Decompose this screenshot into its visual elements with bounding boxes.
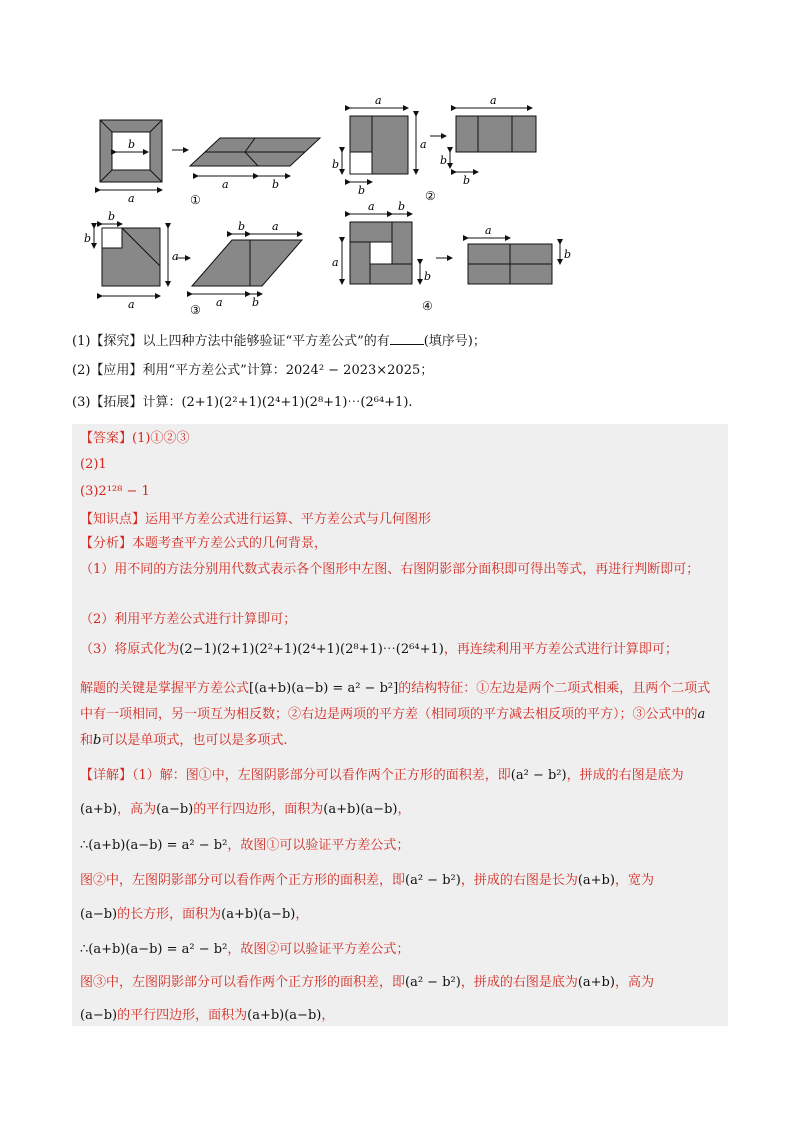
- fig2-square: [332, 94, 427, 197]
- svg-text:a: a: [222, 178, 229, 191]
- knowledge-point: 【知识点】运用平方差公式进行运算、平方差公式与几何图形: [80, 512, 432, 527]
- analysis-head: 【分析】本题考查平方差公式的几何背景，: [80, 536, 328, 551]
- answer-line-1: 【答案】(1)①②③: [80, 431, 190, 446]
- detail-3: 图③中，左图阴影部分可以看作两个正方形的面积差，即(a² − b²)，拼成的右图是底为(a+b)，高为: [80, 975, 654, 990]
- svg-text:b: b: [128, 138, 136, 151]
- fig2-rectangle: [425, 94, 536, 203]
- detail-2: 图②中，左图阴影部分可以看作两个正方形的面积差，即(a² − b²)，拼成的右图是长为(a+b)，宽为: [80, 873, 654, 888]
- svg-text:③: ③: [190, 303, 201, 317]
- svg-text:a: a: [272, 220, 279, 233]
- analysis-2: （2）利用平方差公式进行计算即可；: [80, 612, 297, 627]
- svg-text:a: a: [420, 138, 427, 151]
- detail-2b: (a−b)的长方形，面积为(a+b)(a−b)，: [80, 907, 309, 922]
- svg-text:b: b: [463, 174, 471, 187]
- svg-text:b: b: [108, 210, 116, 223]
- question-1: (1)【探究】以上四种方法中能够验证“平方差公式”的有 (填序号)；: [72, 334, 486, 349]
- svg-text:④: ④: [422, 299, 433, 313]
- answer-line-3: (3)2¹²⁸ − 1: [80, 484, 150, 499]
- therefore-1: ∴(a+b)(a−b) = a² − b²，故图①可以验证平方差公式；: [80, 838, 410, 853]
- svg-text:b: b: [440, 154, 448, 167]
- analysis-1: （1）用不同的方法分别用代数式表示各个图形中左图、右图阴影部分面积即可得出等式，再进行判断即可；: [80, 562, 700, 577]
- svg-text:b: b: [358, 184, 366, 197]
- key-point: 解题的关键是掌握平方差公式[(a+b)(a−b) = a² − b²]的结构特征：①左边是两个二项式相乘，且两个二项式中有一项相同，另一项互为相反数；②右边是两项的平方差（相同项的平方减去相反项的平方）；③公式中的a和b可以是单项式，也可以是多项式.: [80, 681, 711, 748]
- svg-text:b: b: [564, 248, 572, 261]
- svg-text:b: b: [84, 232, 92, 245]
- therefore-2: ∴(a+b)(a−b) = a² − b²，故图②可以验证平方差公式；: [80, 942, 410, 957]
- svg-text:②: ②: [425, 189, 436, 203]
- svg-text:b: b: [398, 200, 406, 213]
- detail-3b: (a−b)的平行四边形，面积为(a+b)(a−b)，: [80, 1008, 335, 1023]
- fig1-parallelogram: [190, 138, 320, 207]
- svg-text:a: a: [332, 256, 339, 269]
- svg-text:b: b: [332, 158, 340, 171]
- svg-text:a: a: [485, 224, 492, 237]
- fig1-frame: [100, 120, 162, 205]
- svg-text:a: a: [128, 298, 135, 311]
- answer-blank: [390, 332, 424, 345]
- fig3-parallelogram: [190, 220, 302, 317]
- svg-text:a: a: [172, 250, 179, 263]
- svg-text:b: b: [272, 178, 280, 191]
- svg-text:①: ①: [190, 193, 201, 207]
- svg-text:a: a: [128, 192, 135, 205]
- question-3: (3)【拓展】计算：(2+1)(2²+1)(2⁴+1)(2⁸+1)⋯(2⁶⁴+1).: [72, 395, 413, 410]
- svg-text:a: a: [490, 94, 497, 107]
- svg-text:b: b: [252, 296, 260, 309]
- svg-text:a: a: [216, 296, 223, 309]
- svg-text:a: a: [375, 94, 382, 107]
- analysis-3: （3）将原式化为(2−1)(2+1)(2²+1)(2⁴+1)(2⁸+1)⋯(2⁶⁴+1)，再连续利用平方差公式进行计算即可；: [80, 642, 678, 657]
- fig4-square: [332, 200, 433, 313]
- question-2: (2)【应用】利用“平方差公式”计算：2024² − 2023×2025；: [72, 363, 434, 378]
- svg-text:b: b: [424, 270, 432, 283]
- svg-text:b: b: [238, 220, 246, 233]
- fig3-square: [84, 210, 179, 311]
- svg-text:a: a: [368, 200, 375, 213]
- detail-1: 【详解】（1）解：图①中，左图阴影部分可以看作两个正方形的面积差，即(a² − b²)，拼成的右图是底为: [80, 768, 684, 783]
- geometry-figure: [80, 88, 600, 318]
- answer-line-2: (2)1: [80, 457, 107, 472]
- fig4-rectangle: [468, 224, 571, 284]
- detail-1b: (a+b)，高为(a−b)的平行四边形，面积为(a+b)(a−b)，: [80, 802, 411, 817]
